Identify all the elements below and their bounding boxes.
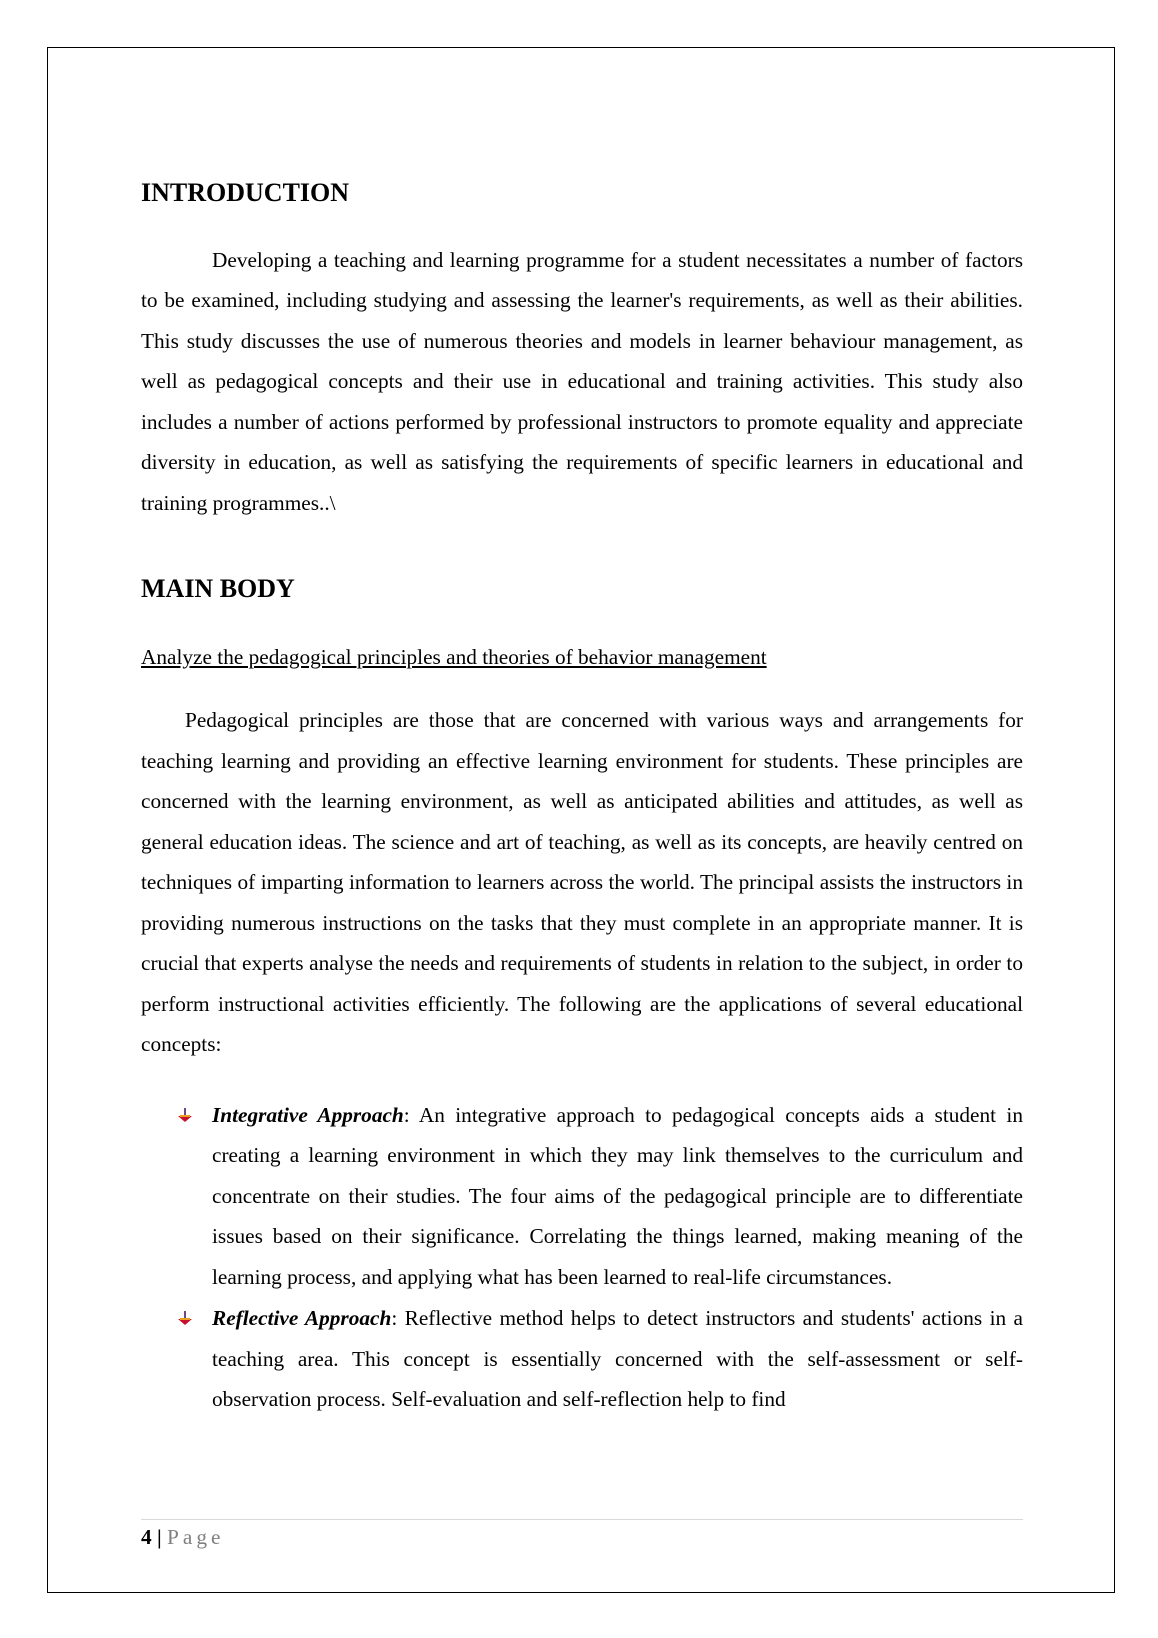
bullet-text: : Reflective method helps to detect instructors and students' actions in a teaching area. This concept is essentially concerned with the self-assessment or self-observation process. Self-evaluation and self-reflection help to find [212,1306,1024,1412]
main-body-paragraph: Pedagogical principles are those that are concerned with various ways and arrangements for teaching learning and providing an effective learning environment for students. These principles are concerned with the learning environment, as well as anticipated abilities and attitudes, as well as general education ideas. The science and art of teaching, as well as its concepts, are heavily centred on techniques of imparting information to learners across the world. The principal assists the instructors in providing numerous instructions on the tasks that they must complete in an appropriate manner. It is crucial that experts analyse the needs and requirements of students in relation to the subject, in order to perform instructional activities efficiently. The following are the applications of several educational concepts: [141,708,1023,1057]
page-separator: | [156,1525,162,1549]
introduction-heading: INTRODUCTION [141,178,350,207]
approach-list [141,1095,1023,1420]
bullet-text: : An integrative approach to pedagogical concepts aids a student in creating a learning environment in which they may link themselves to the curriculum and concentrate on their studies. The four aims of the pedagogical principle are to differentiate issues based on their significance. Correlating the things learned, making meaning of the learning process, and applying what has been learned to real-life circumstances. [212,1102,1023,1289]
introduction-paragraph: Developing a teaching and learning programme for a student necessitates a number of factors to be examined, including studying and assessing the learner's requirements, as well as their abilities. This study discusses the use of numerous theories and models in learner behaviour management, as well as pedagogical concepts and their use in educational and training activities. This study also includes a number of actions performed by professional instructors to promote equality and appreciate diversity in education, as well as satisfying the requirements of specific learners in educational and training programmes..\ [141,247,1023,515]
page-number: 4 [141,1525,152,1549]
page-label: Page [167,1525,225,1549]
footer-divider [141,1519,1023,1520]
page-footer [141,1522,224,1552]
arrow-bullet-icon [177,1310,193,1326]
arrow-bullet-icon [177,1107,193,1123]
bullet-term: Reflective Approach [212,1306,392,1331]
main-body-heading: MAIN BODY [141,574,295,604]
document-body [141,176,1023,1420]
list-item [141,1298,1023,1420]
list-item [141,1095,1023,1298]
bullet-term: Integrative Approach [212,1102,404,1127]
section-subheading: Analyze the pedagogical principles and theories of behavior management [141,645,767,670]
